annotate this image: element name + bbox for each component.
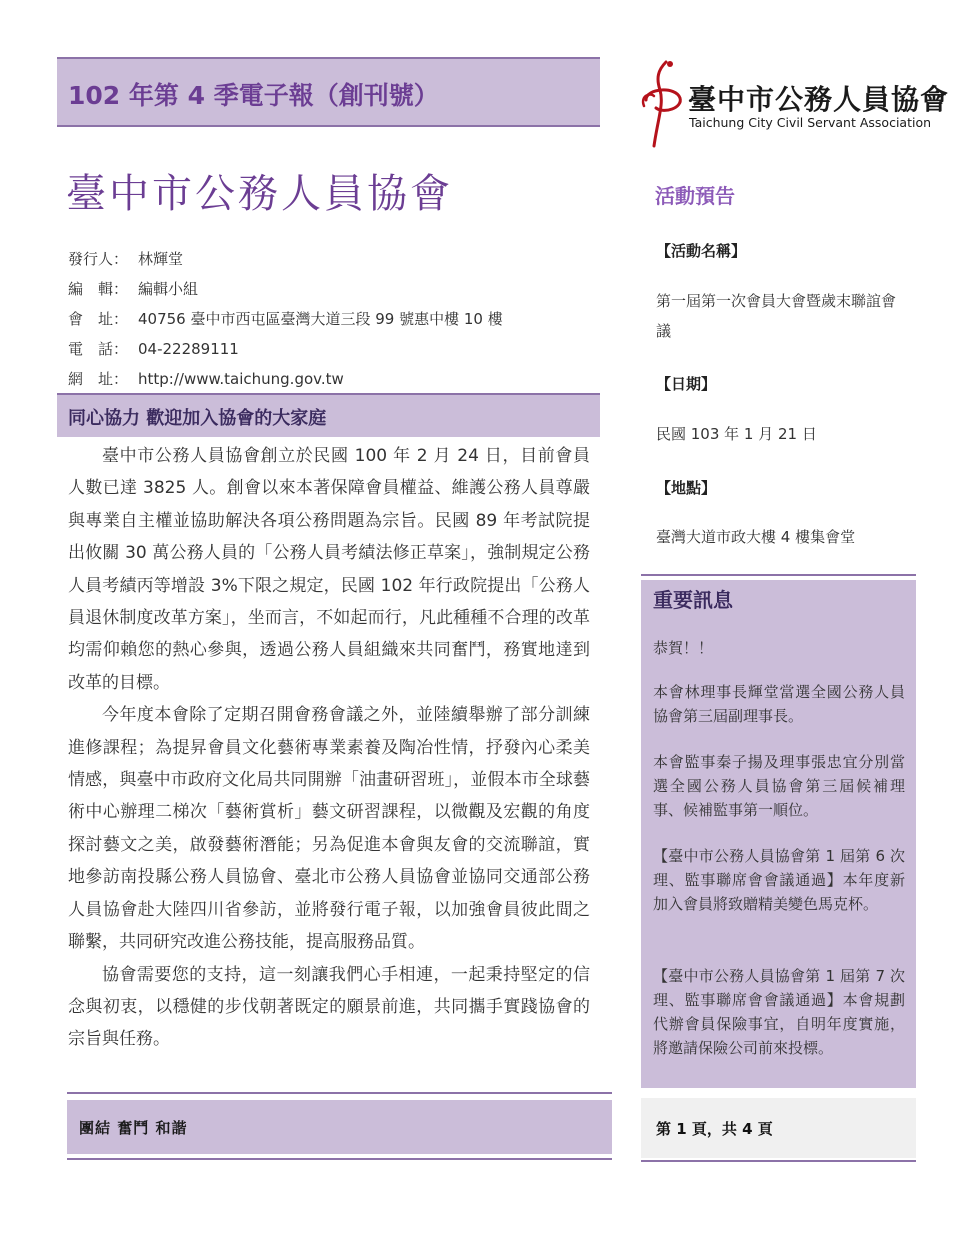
event-name-label: 【活動名稱】 [656,242,747,260]
event-place-label: 【地點】 [656,479,717,497]
news-item: 本會監事秦子揚及理事張忠宜分別當選全國公務人員協會第三屆候補理事、候補監事第一順位。 [653,753,905,819]
masthead-value: 林輝堂 [138,250,184,268]
association-logo [636,56,950,151]
masthead-row-website [68,368,344,389]
article-paragraph: 今年度本會除了定期召開會務會議之外，並陸續舉辦了部分訓練進修課程；為提昇會員文化藝術專業素養及陶冶性情，抒發內心柔美情感，與臺中市政府文化局共同開辦「油畫研習班」，並假本市全球藝術中心辦理二梯次「藝術賞析」藝文研習課程，以微觀及宏觀的角度探討藝文之美，啟發藝術潛能；另為促進本會與友會的交流聯誼，實地參訪南投縣公務人員協會、臺北市公務人員協會並協同交通部公務人員協會赴大陸四川省參訪，並將發行電子報，以加強會員彼此間之聯繫，共同研究改進公務技能，提高服務品質。 [68,705,590,953]
page-title: 臺中市公務人員協會 [66,171,453,217]
masthead-label: 發行人： [68,250,129,268]
website-link[interactable]: http://www.taichung.gov.tw [138,370,344,388]
divider [641,1160,916,1162]
important-news-heading: 重要訊息 [653,588,733,612]
masthead-label: 會 址： [68,310,129,328]
activity-preview-heading: 活動預告 [655,184,735,208]
event-date: 民國 103 年 1 月 21 日 [656,425,817,443]
masthead-row-address [68,308,503,329]
logo-name-english: Taichung City Civil Servant Association [689,115,932,130]
masthead-value: 編輯小組 [138,280,199,298]
feature-article [68,440,590,1056]
logo-name-chinese: 臺中市公務人員協會 [688,83,950,116]
masthead-value: 40756 臺中市西屯區臺灣大道三段 99 號惠中樓 10 樓 [138,310,503,328]
masthead-label: 網 址： [68,370,129,388]
masthead-row-editor [68,278,198,299]
masthead-row-phone [68,338,239,359]
page-indicator [641,1098,916,1158]
article-paragraph: 臺中市公務人員協會創立於民國 100 年 2 月 24 日，目前會員人數已達 3825 人。創會以來本著保障會員權益、維護公務人員尊嚴與專業自主權並協助解決各項公務問題為宗旨。民國 89 年考試院提出攸關 30 萬公務人員的「公務人員考績法修正草案」，強制規定公務人員考績丙等增設 3%下限之規定，民國 102 年行政院提出「公務人員退休制度改革方案」，坐而言，不如起而行，凡此種種不合理的改革均需仰賴您的熱心參與，透過公務人員組織來共同奮鬥，務實地達到改革的目標。 [68,446,590,693]
divider [641,574,916,576]
motto-text: 團結 奮鬥 和諧 [79,1119,188,1137]
news-item: 【臺中市公務人員協會第 1 屆第 7 次理、監事聯席會會議通過】本會規劃代辦會員保險事宜，自明年度實施，將邀請保險公司前來投標。 [653,967,905,1057]
divider [67,1092,612,1094]
event-name: 第一屆第一次會員大會暨歲末聯誼會議 [656,292,897,340]
important-news-box [641,580,916,1088]
feature-header [57,393,600,437]
issue-title: 102 年第 4 季電子報（創刊號） [68,81,439,110]
page-number-text: 第 1 頁，共 4 頁 [656,1120,773,1138]
article-paragraph: 協會需要您的支持，這一刻讓我們心手相連，一起秉持堅定的信念與初衷，以穩健的步伐朝著既定的願景前進，共同攜手實踐協會的宗旨與任務。 [68,964,590,1050]
masthead-value: 04-22289111 [138,340,239,358]
issue-banner [57,57,600,127]
news-item: 【臺中市公務人員協會第 1 屆第 6 次理、監事聯席會會議通過】本年度新加入會員將致贈精美變色馬克杯。 [653,847,905,913]
logo-emblem-icon [636,56,688,151]
news-item: 恭賀！！ [653,639,714,657]
masthead-label: 編 輯： [68,280,129,298]
masthead-label: 電 話： [68,340,129,358]
divider [67,1158,612,1160]
news-item: 本會林理事長輝堂當選全國公務人員協會第三屆副理事長。 [653,683,905,725]
feature-title: 同心協力 歡迎加入協會的大家庭 [68,408,327,429]
masthead-row-publisher [68,248,183,269]
event-date-label: 【日期】 [656,375,717,393]
motto-bar [67,1100,612,1154]
event-place: 臺灣大道市政大樓 4 樓集會堂 [656,528,856,546]
